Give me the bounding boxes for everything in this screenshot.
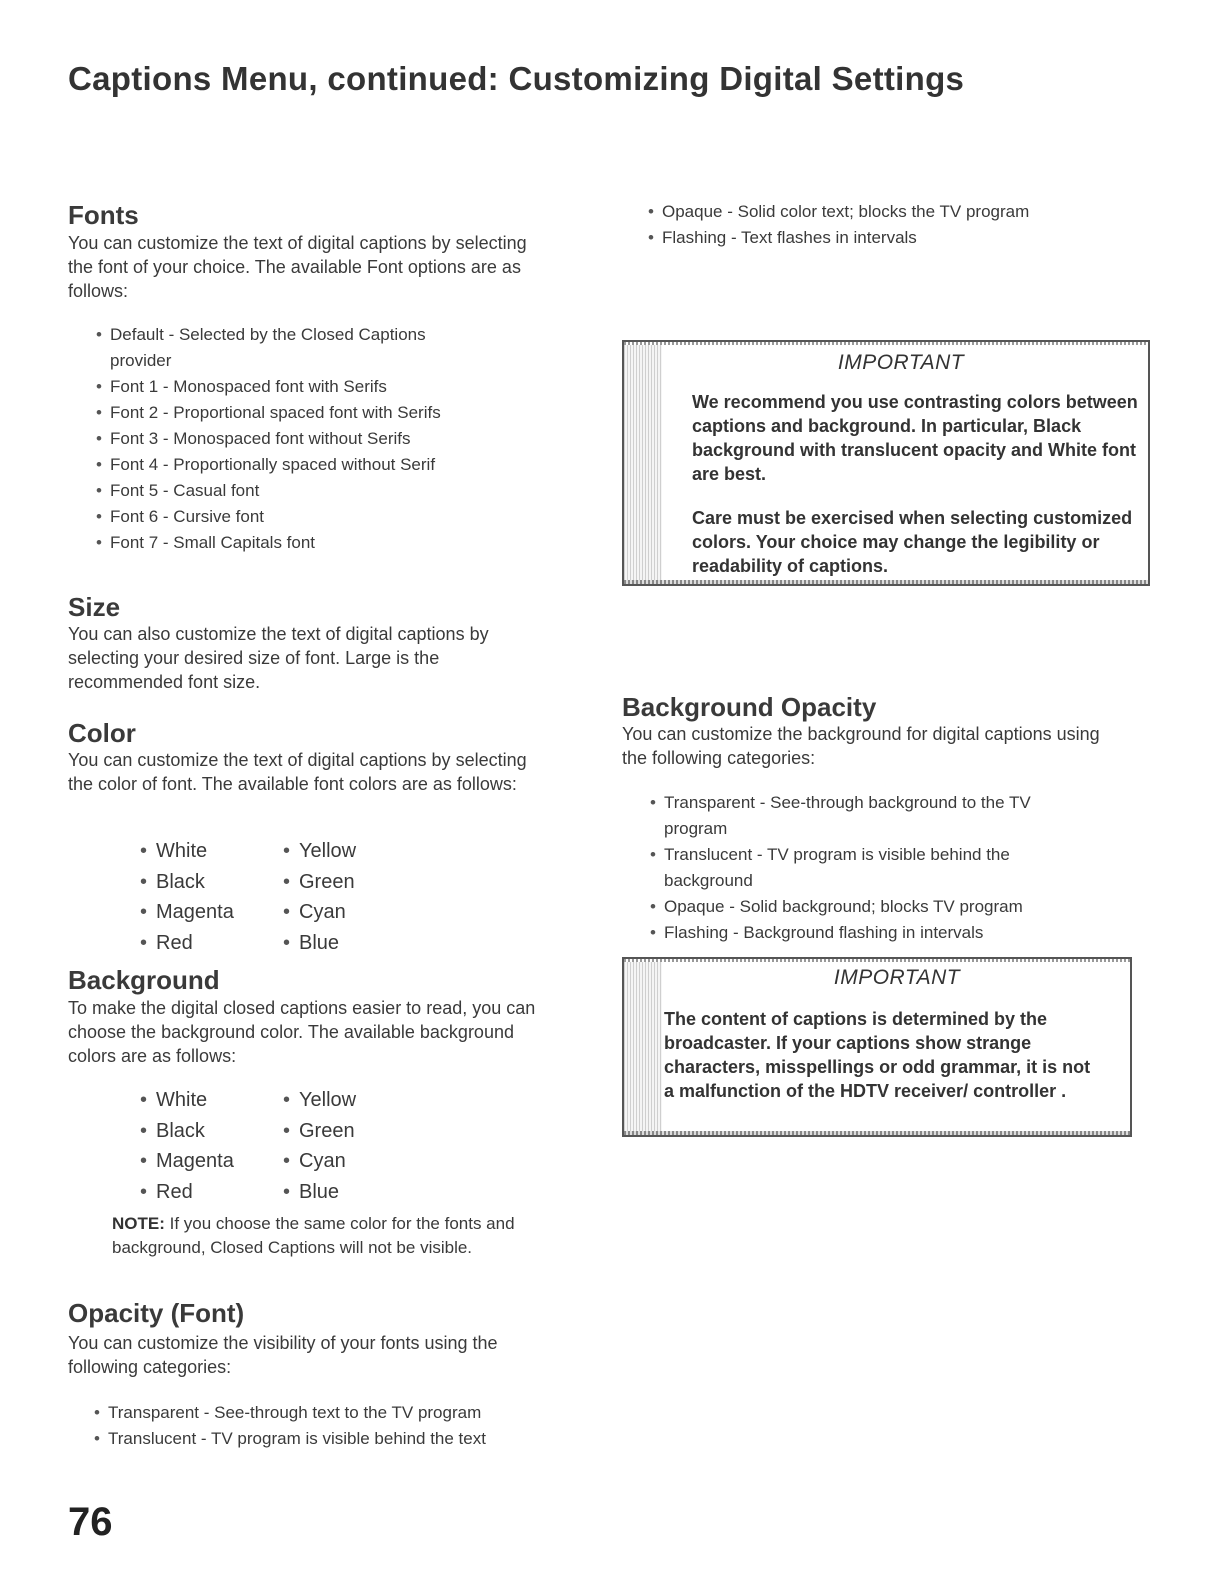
background-opacity-description: You can customize the background for digital captions using the following categories: — [622, 724, 1100, 768]
list-item: • Transparent - See-through background to the TV program — [650, 790, 1070, 842]
callout-top-border — [624, 342, 1148, 345]
background-opacity-heading: Background Opacity — [622, 692, 877, 722]
callout-stripe — [624, 342, 662, 584]
color-heading: Color — [68, 718, 136, 748]
list-item: • Default - Selected by the Closed Captions provider — [96, 322, 486, 374]
opacity-font-description: You can customize the visibility of your fonts using the following categories: — [68, 1333, 498, 1377]
opacity-font-heading: Opacity (Font) — [68, 1298, 245, 1328]
important-title: IMPORTANT — [833, 966, 961, 989]
list-item: • Font 7 - Small Capitals font — [96, 530, 486, 556]
callout-top-border — [624, 959, 1130, 962]
callout-bottom-border — [624, 1131, 1130, 1135]
important-recommendation: We recommend you use contrasting colors between captions and background. In particular, Black background with translucent opacity and White font are best. — [692, 392, 1138, 484]
background-color-option-black: • Black — [140, 1120, 283, 1151]
list-item: • Transparent - See-through text to the TV program — [94, 1400, 494, 1426]
font-color-option-yellow: • Yellow — [283, 840, 403, 871]
background-color-option-green: • Green — [283, 1120, 403, 1151]
fonts-description: You can customize the text of digital captions by selecting the font of your choice. The available Font options are as follows: — [68, 233, 527, 301]
list-item: • Font 1 - Monospaced font with Serifs — [96, 374, 486, 400]
font-color-option-black: • Black — [140, 871, 283, 902]
note-text: If you choose the same color for the fonts and background, Closed Captions will not be visible. — [112, 1214, 515, 1257]
note-label: NOTE: — [112, 1214, 165, 1233]
background-note — [112, 1212, 562, 1260]
font-color-option-magenta: • Magenta — [140, 901, 283, 932]
list-item: • Font 4 - Proportionally spaced without Serif — [96, 452, 486, 478]
list-item: • Font 2 - Proportional spaced font with Serifs — [96, 400, 486, 426]
font-color-option-green: • Green — [283, 871, 403, 902]
background-description: To make the digital closed captions easier to read, you can choose the background color. The available background colors are as follows: — [68, 998, 536, 1066]
background-color-option-yellow: • Yellow — [283, 1089, 403, 1120]
list-item: • Translucent - TV program is visible behind the background — [650, 842, 1070, 894]
callout-bottom-border — [624, 580, 1148, 584]
opacity-font-list-part2 — [648, 199, 1148, 251]
font-color-options — [140, 840, 403, 962]
fonts-list — [96, 322, 486, 556]
fonts-heading: Fonts — [68, 200, 139, 230]
background-color-option-red: • Red — [140, 1181, 283, 1212]
background-color-options — [140, 1089, 403, 1211]
size-description: You can also customize the text of digital captions by selecting your desired size of font. Large is the recommended font size. — [68, 624, 489, 692]
list-item: • Font 5 - Casual font — [96, 478, 486, 504]
opacity-font-list-part1 — [94, 1400, 494, 1452]
important-callout-colors — [622, 340, 1150, 586]
font-color-option-white: • White — [140, 840, 283, 871]
size-heading: Size — [68, 592, 121, 622]
list-item: • Opaque - Solid color text; blocks the TV program — [648, 199, 1148, 225]
font-color-option-blue: • Blue — [283, 932, 403, 963]
important-title: IMPORTANT — [837, 351, 965, 374]
list-item: • Font 6 - Cursive font — [96, 504, 486, 530]
list-item: • Opaque - Solid background; blocks TV program — [650, 894, 1070, 920]
font-color-option-cyan: • Cyan — [283, 901, 403, 932]
background-color-option-cyan: • Cyan — [283, 1150, 403, 1181]
list-item: • Flashing - Text flashes in intervals — [648, 225, 1148, 251]
important-callout-content — [622, 957, 1132, 1137]
page-number: 76 — [68, 1500, 113, 1544]
list-item: • Flashing - Background flashing in intervals — [650, 920, 1070, 946]
list-item: • Translucent - TV program is visible behind the text — [94, 1426, 494, 1452]
background-color-option-blue: • Blue — [283, 1181, 403, 1212]
important-caution: Care must be exercised when selecting customized colors. Your choice may change the legibility or readability of captions. — [692, 508, 1133, 576]
list-item: • Font 3 - Monospaced font without Serifs — [96, 426, 486, 452]
page-title: Captions Menu, continued: Customizing Digital Settings — [68, 60, 965, 97]
font-color-option-red: • Red — [140, 932, 283, 963]
background-color-option-white: • White — [140, 1089, 283, 1120]
important-broadcaster-notice: The content of captions is determined by the broadcaster. If your captions show strange characters, misspellings or odd grammar, it is not a malfunction of the HDTV receiver/ controller . — [664, 1009, 1091, 1101]
background-heading: Background — [68, 965, 220, 995]
background-opacity-list — [650, 790, 1070, 946]
color-description: You can customize the text of digital captions by selecting the color of font. The available font colors are as follows: — [68, 750, 527, 794]
background-color-option-magenta: • Magenta — [140, 1150, 283, 1181]
